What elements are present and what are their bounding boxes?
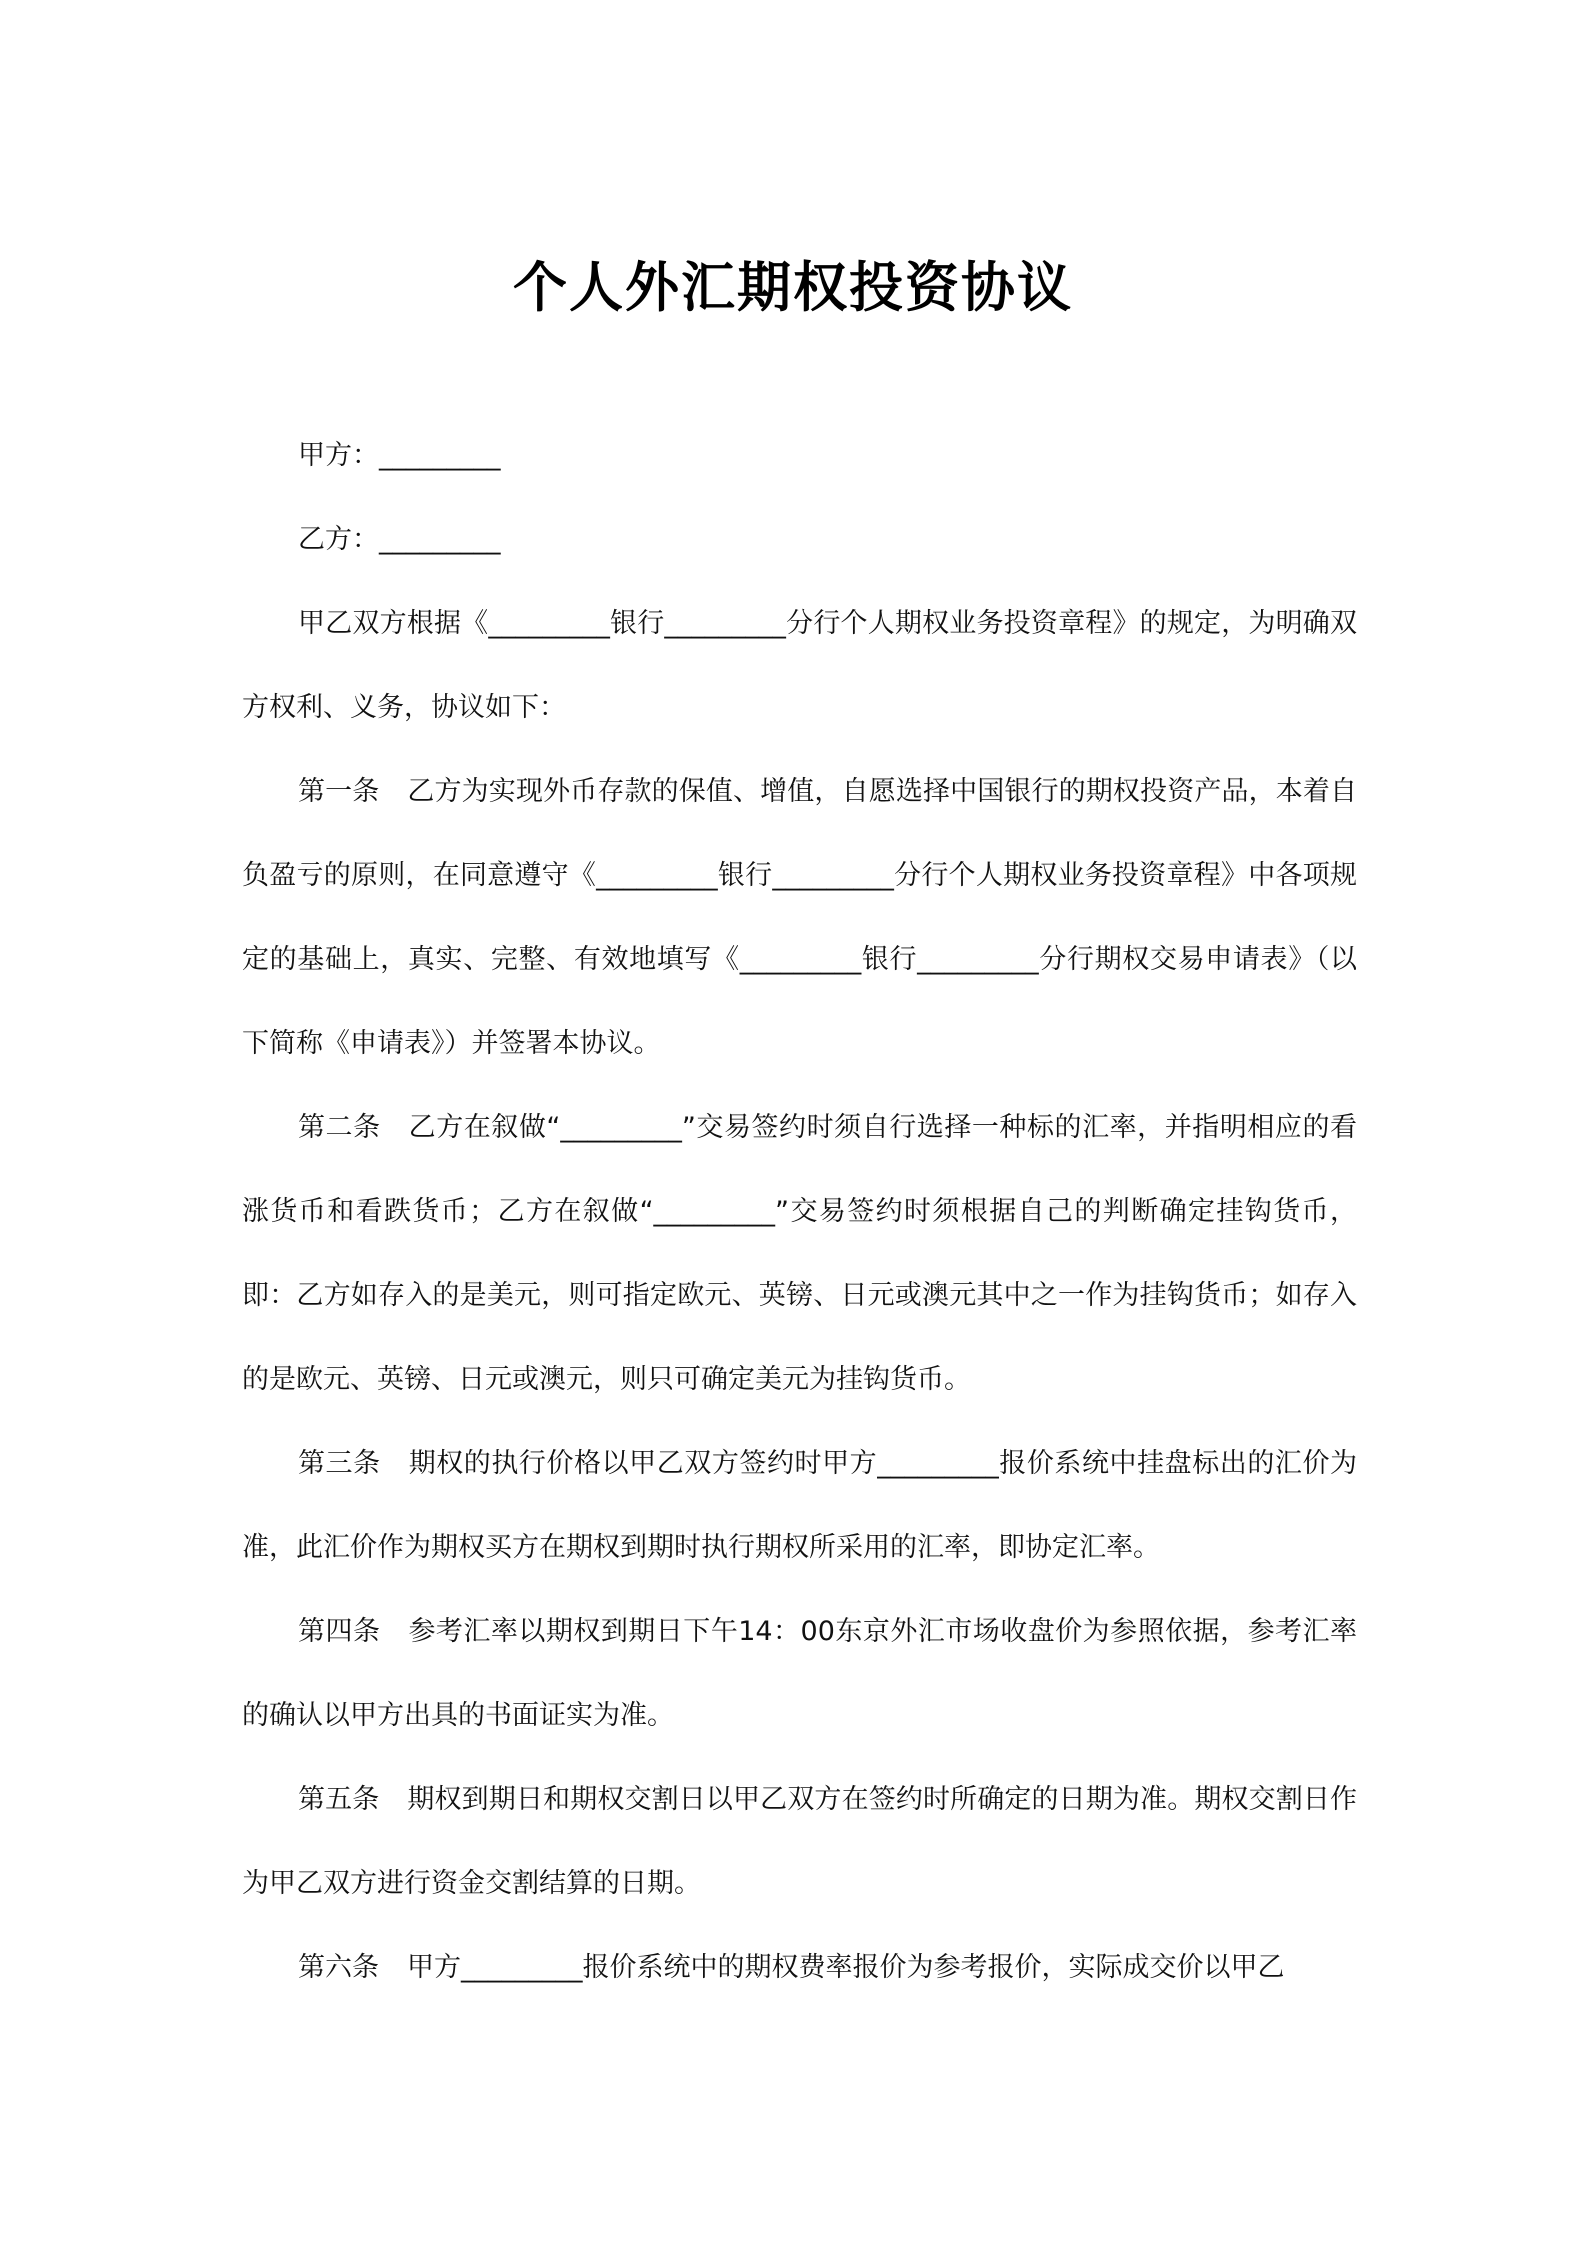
article-1: [242, 750, 1357, 1086]
article-6: [242, 1926, 1357, 2010]
article-2: [242, 1086, 1357, 1422]
party-a-line: 甲方：_________: [298, 440, 501, 471]
intro-paragraph: 甲乙双方根据《_________银行_________分行个人期权业务投资章程》的规定，为明确双方权利、义务，协议如下：: [242, 608, 1357, 723]
article-3-text: 期权的执行价格以甲乙双方签约时甲方_________报价系统中挂盘标出的汇价为准，此汇价作为期权买方在期权到期时执行期权所采用的汇率，即协定汇率。: [242, 1448, 1358, 1563]
article-6-text: 甲方_________报价系统中的期权费率报价为参考报价，实际成交价以甲乙: [407, 1952, 1285, 1983]
article-3: [242, 1422, 1357, 1590]
article-2-label: 第二条: [298, 1112, 381, 1143]
article-3-label: 第三条: [298, 1448, 381, 1479]
article-1-label: 第一条: [298, 776, 380, 807]
article-4: [242, 1590, 1357, 1758]
document-body: [242, 414, 1357, 2010]
article-2-text: 乙方在叙做“_________”交易签约时须自行选择一种标的汇率，并指明相应的看涨货币和看跌货币；乙方在叙做“_________”交易签约时须根据自己的判断确定挂钩货币，即：乙方如存入的是美元，则可指定欧元、英镑、日元或澳元其中之一作为挂钩货币；如存入的是欧元、英镑、日元或澳元，则只可确定美元为挂钩货币。: [242, 1112, 1358, 1395]
article-4-label: 第四条: [298, 1616, 381, 1647]
article-5: [242, 1758, 1357, 1926]
article-4-text: 参考汇率以期权到期日下午14：00东京外汇市场收盘价为参照依据，参考汇率的确认以甲方出具的书面证实为准。: [242, 1616, 1358, 1731]
article-1-text: 乙方为实现外币存款的保值、增值，自愿选择中国银行的期权投资产品，本着自负盈亏的原则，在同意遵守《_________银行_________分行个人期权业务投资章程》中各项规定的基础上，真实、完整、有效地填写《_________银行_________分行期权交易申请表》（以下简称《申请表》）并签署本协议。: [242, 776, 1357, 1059]
article-5-text: 期权到期日和期权交割日以甲乙双方在签约时所确定的日期为准。期权交割日作为甲乙双方进行资金交割结算的日期。: [242, 1784, 1357, 1899]
document-title: 个人外汇期权投资协议: [513, 256, 1073, 319]
article-6-label: 第六条: [298, 1952, 379, 1983]
article-5-label: 第五条: [298, 1784, 380, 1815]
party-b-line: 乙方：_________: [298, 524, 501, 555]
